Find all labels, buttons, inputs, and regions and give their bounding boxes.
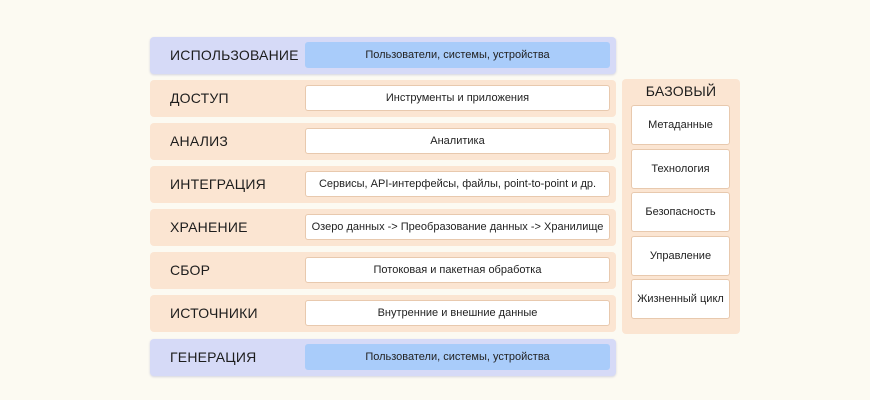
layer-usage-label: ИСПОЛЬЗОВАНИЕ: [170, 47, 299, 63]
layer-usage: [150, 37, 616, 74]
layer-integration-label: ИНТЕГРАЦИЯ: [170, 176, 266, 192]
layer-collection: [150, 252, 616, 289]
layer-access-label: ДОСТУП: [170, 90, 229, 106]
layer-generation: [150, 339, 616, 376]
layer-sources-label: ИСТОЧНИКИ: [170, 305, 258, 321]
layer-access-box: Инструменты и приложения: [305, 85, 610, 111]
foundation-item-security: Безопасность: [631, 192, 730, 232]
layer-analysis: [150, 123, 616, 160]
layer-analysis-box: Аналитика: [305, 128, 610, 154]
layer-storage-box: Озеро данных -> Преобразование данных -> Хранилище: [305, 214, 610, 240]
foundation-title: БАЗОВЫЙ: [645, 83, 717, 99]
layer-storage: [150, 209, 616, 246]
foundation-item-governance: Управление: [631, 236, 730, 276]
layer-access: [150, 80, 616, 117]
layer-sources-box: Внутренние и внешние данные: [305, 300, 610, 326]
layer-collection-label: СБОР: [170, 262, 211, 278]
layer-collection-box: Потоковая и пакетная обработка: [305, 257, 610, 283]
foundation-item-lifecycle: Жизненный цикл: [631, 279, 730, 319]
layer-analysis-label: АНАЛИЗ: [170, 133, 228, 149]
layer-generation-box: Пользователи, системы, устройства: [305, 344, 610, 370]
foundation-panel: [622, 79, 740, 334]
foundation-item-technology: Технология: [631, 149, 730, 189]
layer-sources: [150, 295, 616, 332]
layer-integration-box: Сервисы, API-интерфейсы, файлы, point-to-point и др.: [305, 171, 610, 197]
layer-usage-box: Пользователи, системы, устройства: [305, 42, 610, 68]
foundation-item-metadata: Метаданные: [631, 105, 730, 145]
layer-generation-label: ГЕНЕРАЦИЯ: [170, 349, 257, 365]
layer-storage-label: ХРАНЕНИЕ: [170, 219, 248, 235]
layer-integration: [150, 166, 616, 203]
